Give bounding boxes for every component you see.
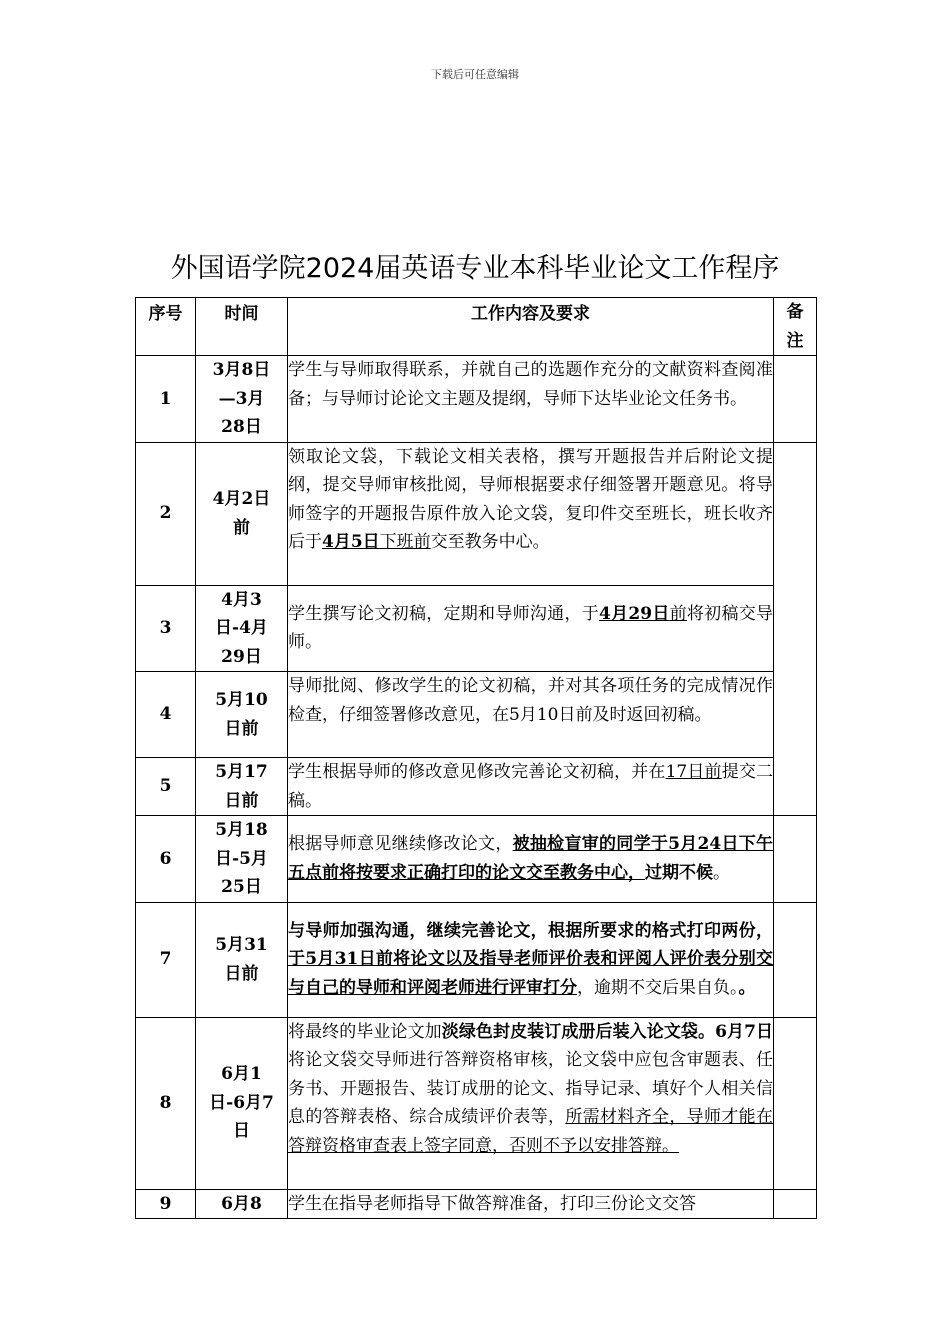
row-time-line: 3月8日 bbox=[212, 360, 271, 380]
content-text: 将初稿交导师。 bbox=[288, 603, 774, 653]
row-time bbox=[196, 1017, 288, 1189]
header-cell-number: 序号 bbox=[136, 298, 196, 356]
row-time-line: 日-5月 bbox=[215, 848, 268, 869]
row-content bbox=[288, 672, 774, 758]
row-time bbox=[196, 758, 288, 816]
page-title: 外国语学院2024届英语专业本科毕业论文工作程序 bbox=[170, 253, 780, 285]
row-content bbox=[288, 356, 774, 443]
table-header-row bbox=[136, 298, 817, 356]
content-text: 4月5日 bbox=[322, 532, 380, 552]
content-text: 学生根据导师的修改意见修改完善论文初稿，并在 bbox=[288, 762, 666, 782]
content-text: 学生与导师取得联系，并就自己的选题作充分的文献资料查阅准备；与导师讨论论文主题及提纲，导师下达毕业论文任务书。 bbox=[288, 360, 773, 409]
row-time-line: 5月17 bbox=[215, 762, 268, 782]
row-remark bbox=[774, 1017, 817, 1189]
row-time-line: 6月8 bbox=[221, 1193, 262, 1214]
content-text: 过期不候 bbox=[645, 862, 713, 883]
row-time-line: 日前 bbox=[224, 963, 259, 984]
row-time bbox=[196, 816, 288, 903]
header-note: 下载后可任意编辑 bbox=[431, 68, 519, 81]
row-time-line: 前 bbox=[233, 517, 250, 538]
row-remark bbox=[774, 816, 817, 903]
row-number: 2 bbox=[136, 442, 196, 585]
table-row bbox=[136, 442, 817, 585]
row-content bbox=[288, 1017, 774, 1189]
content-text: 17日前 bbox=[665, 762, 722, 782]
row-content bbox=[288, 816, 774, 903]
content-text: 。 bbox=[738, 977, 756, 998]
header-cell-content: 工作内容及要求 bbox=[288, 298, 774, 356]
row-remark bbox=[774, 356, 817, 443]
content-text: 4月29日 bbox=[599, 603, 670, 624]
content-text: 被抽检盲审的同学于5月24日下午五点前将按要求正确打印的论文交至教务中心， bbox=[288, 834, 773, 883]
row-time bbox=[196, 356, 288, 443]
row-number: 7 bbox=[136, 902, 196, 1017]
table-row bbox=[136, 356, 817, 443]
content-text: 交至教务中心。 bbox=[430, 532, 550, 552]
row-time-line: 28日 bbox=[221, 417, 262, 437]
content-text: 将论文袋交导师进行答辩资格审核，论文袋中应包含审题表、任务书、开题报告、装订成册的论文、指导记录、填好个人相关信息的答辩表格、综合成绩评价表等， bbox=[288, 1050, 773, 1127]
row-content bbox=[288, 585, 774, 672]
row-number: 3 bbox=[136, 585, 196, 672]
row-time-line: 日-4月 bbox=[215, 618, 268, 638]
content-text: ，逾期不交后果自负。 bbox=[577, 977, 739, 998]
content-text: 领取论文袋，下载论文相关表格，撰写开题报告并后附论文提纲，提交导师审核批阅，导师根据要求仔细签署开题意见。将导师签字的开题报告原件放入论文袋，复印件交至班长，班长收齐后于 bbox=[288, 446, 773, 552]
table-row bbox=[136, 758, 817, 816]
table-row bbox=[136, 672, 817, 758]
table-row bbox=[136, 1189, 817, 1219]
row-remark bbox=[774, 902, 817, 1017]
row-number: 5 bbox=[136, 758, 196, 816]
row-time-line: 日前 bbox=[224, 790, 259, 811]
content-text: 根据导师意见继续修改论文， bbox=[288, 834, 513, 855]
row-time bbox=[196, 1189, 288, 1219]
work-procedure-table bbox=[135, 297, 817, 1219]
row-remark bbox=[774, 442, 817, 816]
header-cell-remark: 备注 bbox=[774, 298, 817, 356]
row-time-line: 4月2日 bbox=[212, 489, 271, 509]
content-text: 。 bbox=[713, 862, 730, 883]
row-number: 4 bbox=[136, 672, 196, 758]
row-time-line: 日 bbox=[233, 1121, 250, 1142]
content-text: 学生在指导老师指导下做答辩准备，打印三份论文交答 bbox=[288, 1193, 696, 1214]
content-text: 下班前 bbox=[379, 532, 431, 552]
content-text: 导师批阅、修改学生的论文初稿，并对其各项任务的完成情况作检查，仔细签署修改意见，在5月10日前及时返回初稿。 bbox=[288, 676, 773, 725]
table-row bbox=[136, 902, 817, 1017]
row-content bbox=[288, 758, 774, 816]
row-time bbox=[196, 902, 288, 1017]
row-time-line: 5月18 bbox=[215, 820, 268, 840]
row-number: 8 bbox=[136, 1017, 196, 1189]
row-number: 1 bbox=[136, 356, 196, 443]
header-cell-time: 时间 bbox=[196, 298, 288, 356]
table-row bbox=[136, 1017, 817, 1189]
content-text: 将最终的毕业论文加 bbox=[288, 1021, 442, 1042]
content-text: 于5月31日前将论文以及指导老师评价表和评阅人评价表分别交与自己的导师和评阅老师进行评审打分 bbox=[288, 949, 773, 998]
row-content bbox=[288, 1189, 774, 1219]
content-text: 与导师加强沟通，继续完善论文，根据所要求的格式打印两份， bbox=[288, 920, 773, 941]
row-time-line: 日前 bbox=[224, 718, 259, 739]
row-time bbox=[196, 442, 288, 585]
table-row bbox=[136, 585, 817, 672]
row-time bbox=[196, 585, 288, 672]
row-content bbox=[288, 442, 774, 585]
row-time-line: 29日 bbox=[221, 646, 262, 667]
content-text: 淡绿色封皮装订成册后装入论文袋。6月7日 bbox=[441, 1021, 773, 1042]
content-text: 提交二稿。 bbox=[288, 762, 774, 811]
table-row bbox=[136, 816, 817, 903]
row-time-line: 4月3 bbox=[221, 589, 262, 610]
row-content bbox=[288, 902, 774, 1017]
row-number: 9 bbox=[136, 1189, 196, 1219]
row-time-line: 6月1 bbox=[221, 1064, 262, 1085]
row-time-line: 5月10 bbox=[215, 690, 268, 710]
row-time-line: 5月31 bbox=[215, 935, 268, 955]
row-remark bbox=[774, 1189, 817, 1219]
row-time-line: —3月 bbox=[218, 388, 265, 409]
row-time-line: 25日 bbox=[221, 877, 262, 897]
row-time-line: 日-6月7 bbox=[209, 1092, 274, 1113]
content-text: 所需材料齐全，导师才能在答辩资格审查表上签字同意，否则不予以安排答辩。 bbox=[288, 1107, 774, 1156]
row-number: 6 bbox=[136, 816, 196, 903]
content-text: 学生撰写论文初稿，定期和导师沟通，于 bbox=[288, 603, 599, 624]
row-time bbox=[196, 672, 288, 758]
content-text: 前 bbox=[669, 603, 687, 624]
